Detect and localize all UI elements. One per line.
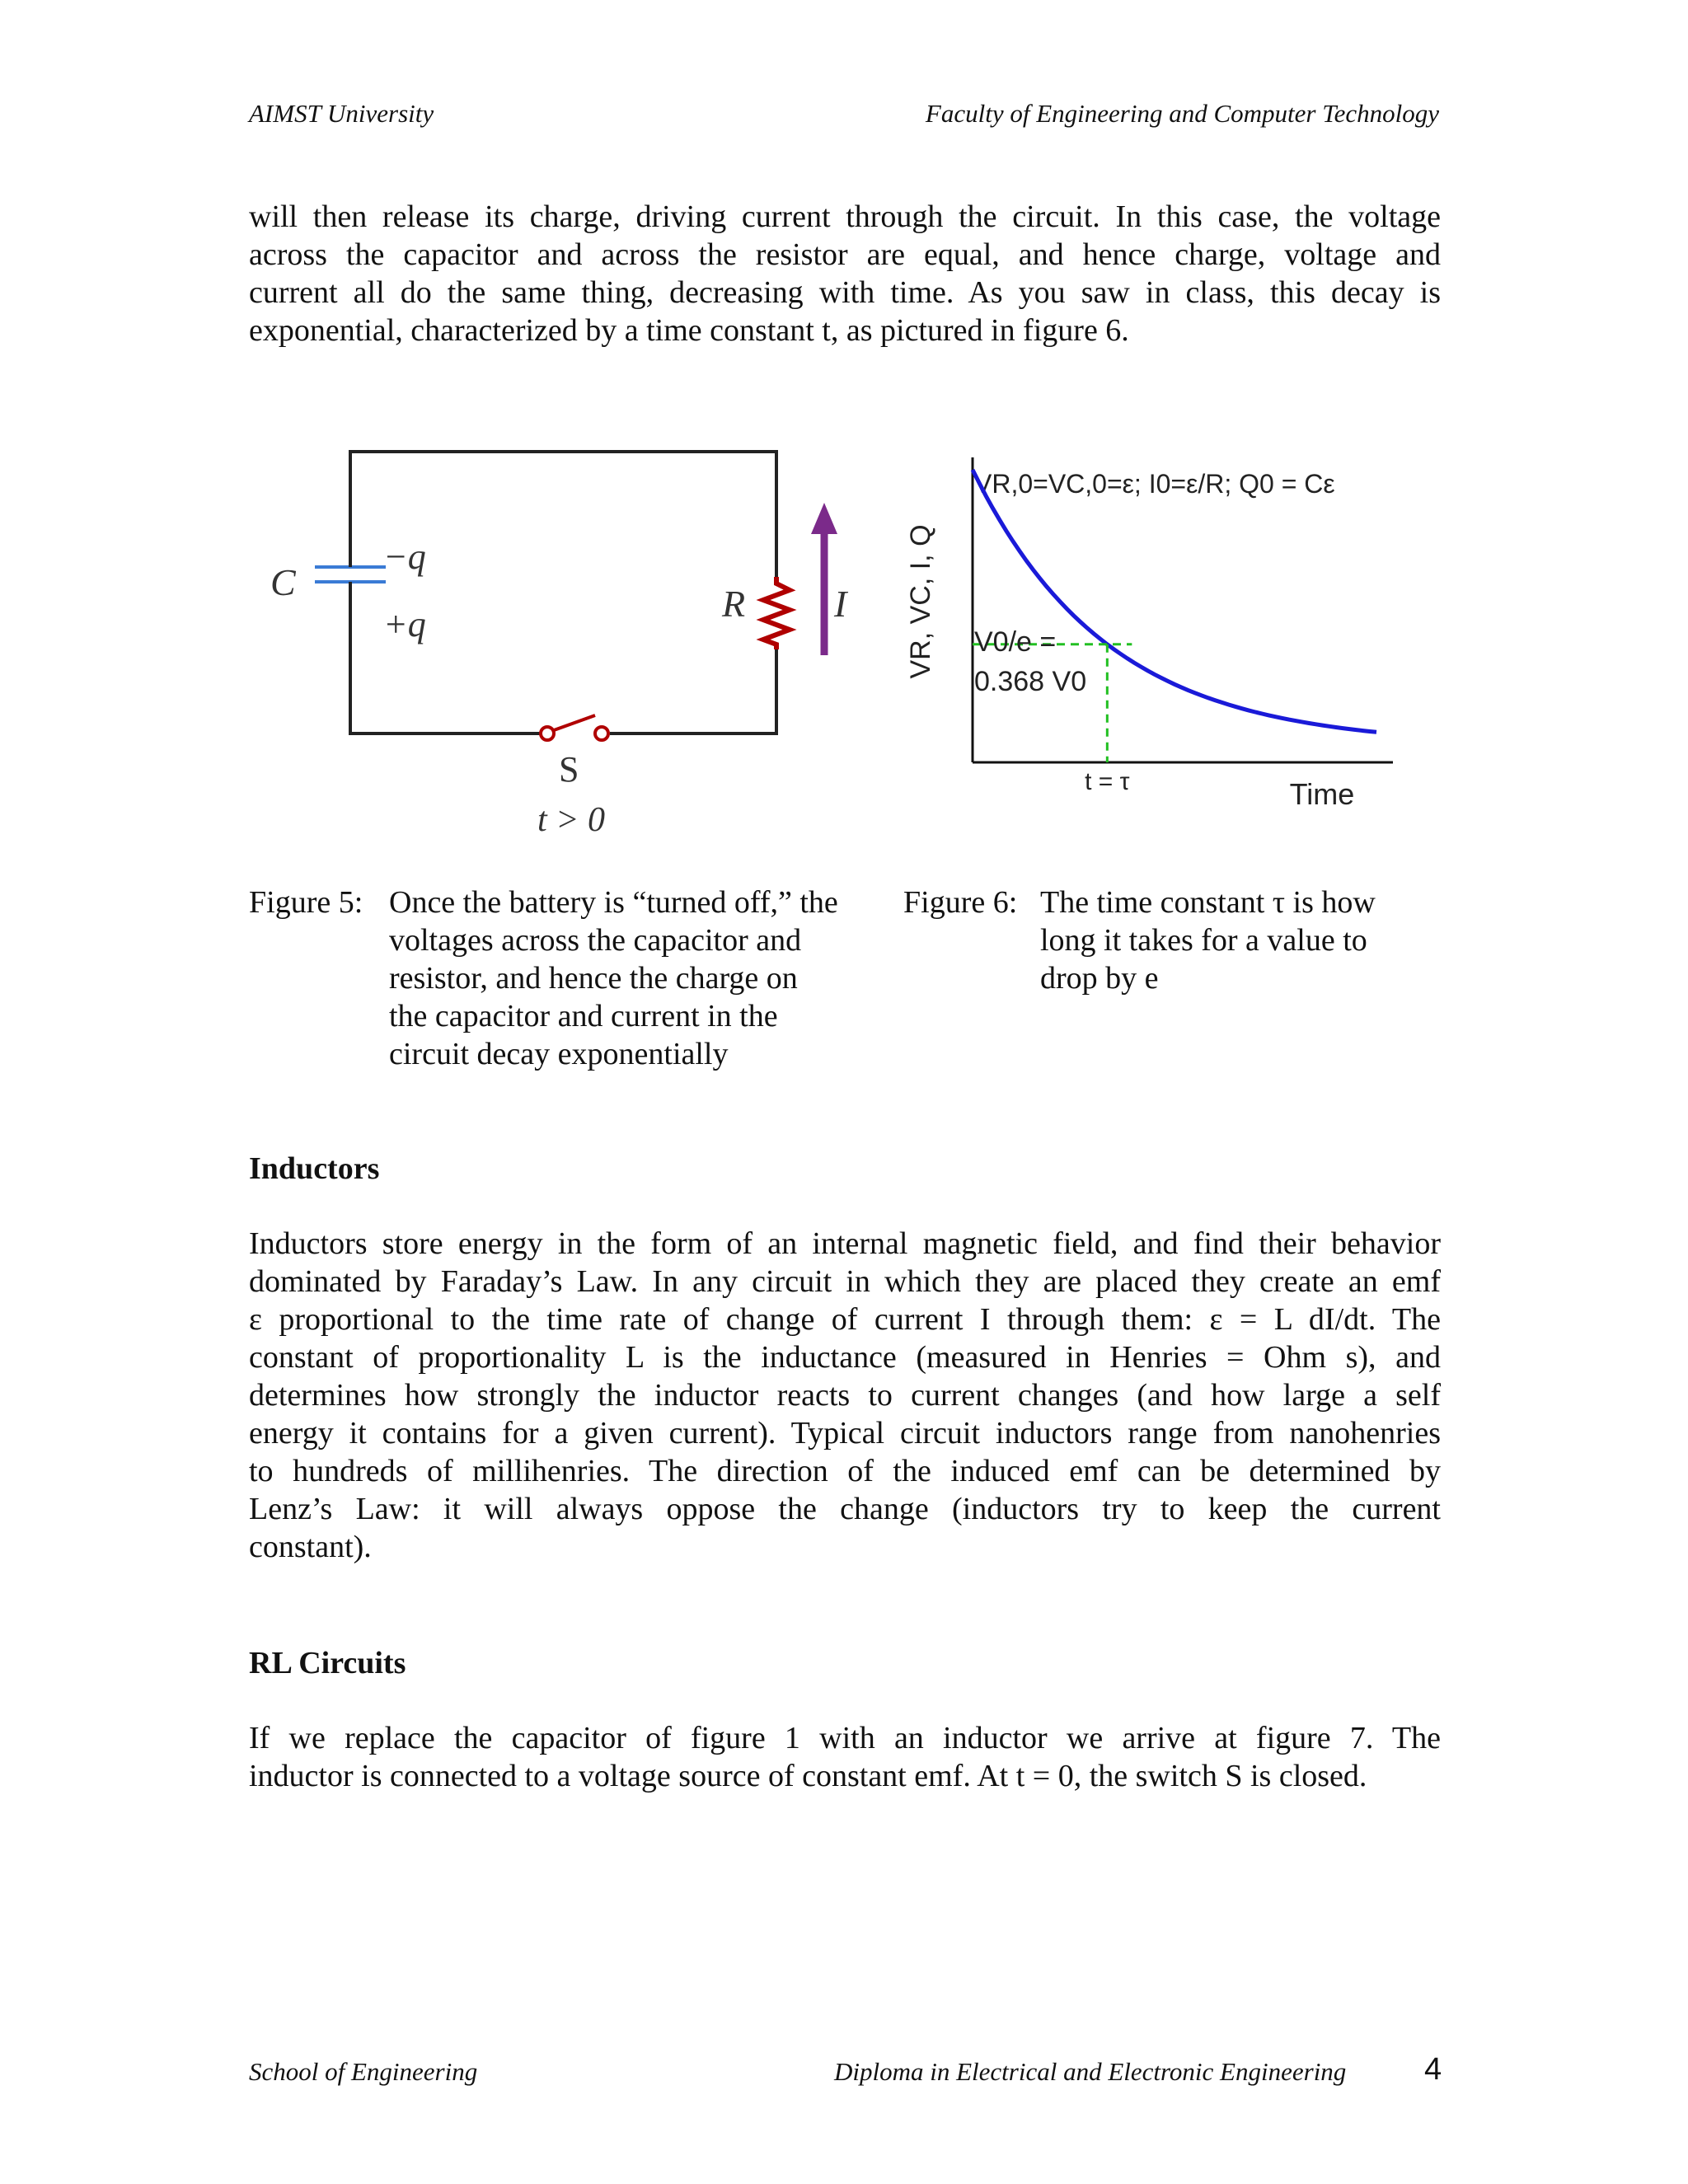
switch-label: S <box>559 749 579 790</box>
figure5-circuit <box>264 437 874 849</box>
paragraph-line: constant of proportionality L is the inductance (measured in Henries = Ohm s), and <box>249 1340 1441 1375</box>
resistor-symbol <box>763 577 790 649</box>
caption-line: drop by e <box>1040 961 1159 996</box>
footer-school: School of Engineering <box>249 2057 478 2086</box>
axes <box>973 457 1393 762</box>
inductors-heading: Inductors <box>249 1151 380 1186</box>
rl-circuits-heading: RL Circuits <box>249 1646 406 1680</box>
charge-top-label: −q <box>383 537 426 577</box>
caption-line: Once the battery is “turned off,” the <box>389 885 838 920</box>
paragraph-line: If we replace the capacitor of figure 1 with an inductor we arrive at figure 7. The <box>249 1721 1441 1755</box>
top-annotation: VR,0=VC,0=ε; I0=ε/R; Q0 = Cε <box>974 469 1335 499</box>
charge-bottom-label: +q <box>383 604 426 644</box>
paragraph-line: inductor is connected to a voltage source of constant emf. At t = 0, the switch S is closed. <box>249 1759 1367 1793</box>
caption-line: voltages across the capacitor and <box>389 923 802 958</box>
paragraph-line: ε proportional to the time rate of change of current I through them: ε = L dI/dt. The <box>249 1302 1441 1337</box>
paragraph-line: Inductors store energy in the form of an internal magnetic field, and find their behavior <box>249 1226 1441 1261</box>
paragraph-line: dominated by Faraday’s Law. In any circuit in which they are placed they create an emf <box>249 1264 1441 1299</box>
caption-line: the capacitor and current in the <box>389 999 778 1033</box>
paragraph-line: constant). <box>249 1530 372 1564</box>
figure5-caption <box>249 883 875 1081</box>
v0-over-e-label: V0/e = <box>974 626 1057 658</box>
resistor-label: R <box>722 583 746 625</box>
switch-symbol <box>541 715 608 740</box>
caption-line: resistor, and hence the charge on <box>389 961 798 996</box>
figure6-caption-label: Figure 6: <box>903 885 1018 920</box>
current-label: I <box>834 583 847 625</box>
paragraph-line: to hundreds of millihenries. The direction of the induced emf can be determined by <box>249 1454 1441 1488</box>
tau-label: t = τ <box>1085 768 1130 795</box>
figure5-caption-label: Figure 5: <box>249 885 363 920</box>
intro-line: across the capacitor and across the resistor are equal, and hence charge, voltage and <box>249 237 1441 272</box>
paragraph-line: energy it contains for a given current). Typical circuit inductors range from nanohenries <box>249 1416 1441 1451</box>
capacitor <box>315 536 386 614</box>
paragraph-line: determines how strongly the inductor reacts to current changes (and how large a self <box>249 1378 1441 1413</box>
v0-0368-label: 0.368 V0 <box>974 666 1087 697</box>
header-university: AIMST University <box>249 99 434 128</box>
intro-line: current all do the same thing, decreasing with time. As you saw in class, this decay is <box>249 275 1441 310</box>
caption-line: long it takes for a value to <box>1040 923 1367 958</box>
inductors-paragraph <box>249 1225 1441 1566</box>
figure6-decay-chart <box>882 445 1401 832</box>
capacitor-label: C <box>270 561 296 603</box>
header-faculty: Faculty of Engineering and Computer Technology <box>925 99 1439 128</box>
intro-line: will then release its charge, driving current through the circuit. In this case, the voltage <box>249 199 1441 234</box>
figure6-caption <box>903 883 1439 1007</box>
circuit-wires <box>350 452 776 733</box>
current-arrow <box>811 503 837 655</box>
caption-line: The time constant τ is how <box>1040 885 1376 920</box>
rl-paragraph <box>249 1719 1441 1795</box>
page-number: 4 <box>1424 2052 1442 2087</box>
y-axis-label: VR, VC, I, Q <box>905 524 936 679</box>
intro-line: exponential, characterized by a time constant t, as pictured in figure 6. <box>249 313 1129 348</box>
time-condition-label: t > 0 <box>537 801 606 839</box>
intro-paragraph <box>249 198 1441 349</box>
x-axis-label: Time <box>1289 777 1355 811</box>
caption-line: circuit decay exponentially <box>389 1037 729 1071</box>
paragraph-line: Lenz’s Law: it will always oppose the change (inductors try to keep the current <box>249 1492 1441 1526</box>
footer-diploma: Diploma in Electrical and Electronic Engineering <box>834 2057 1347 2086</box>
